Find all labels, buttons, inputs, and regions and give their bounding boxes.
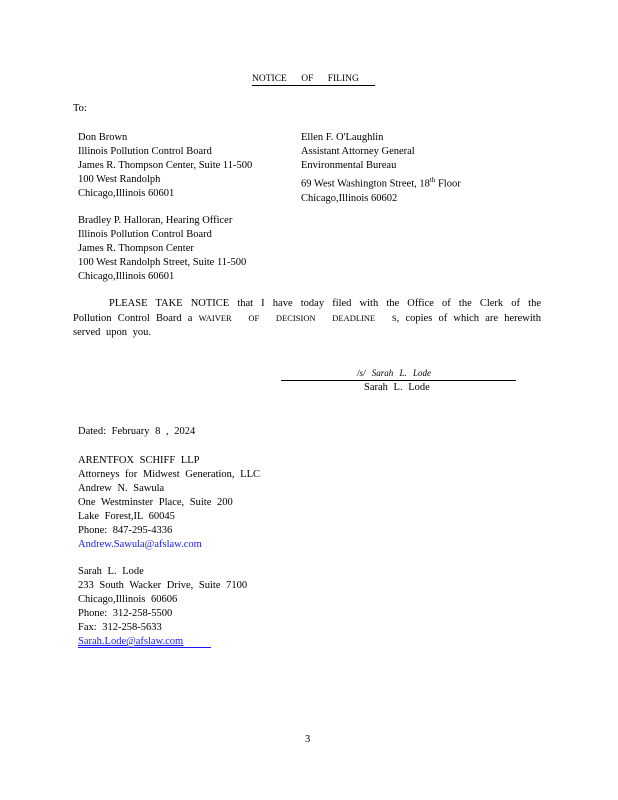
firm-line: Andrew N. Sawula (78, 483, 165, 494)
firm-line: Lake Forest,IL 60045 (78, 511, 175, 522)
floor-suffix: Floor (435, 178, 461, 190)
attorney2-block (78, 565, 247, 649)
address-line: Illinois Pollution Control Board (78, 229, 212, 240)
address-line: Ellen F. O'Laughlin (301, 132, 384, 143)
address-line: Chicago,Illinois 60601 (78, 188, 175, 199)
address-line: 100 West Randolph Street, Suite 11-500 (78, 257, 247, 268)
email-link-sarah-lode[interactable]: Sarah.Lode@afslaw.com (78, 636, 211, 648)
notice-text-part2: , copies of which are herewith served upon you. (73, 313, 541, 338)
address-line: Don Brown (78, 132, 128, 143)
address-line: James R. Thompson Center (78, 243, 194, 254)
recipient-block-ellen-olaughlin (301, 131, 461, 206)
attorney-line: Fax: 312-258-5633 (78, 622, 162, 633)
document-title: NOTICE OF FILING (252, 74, 375, 86)
notice-document-title: WAIVER OF DECISION DEADLINE S (198, 313, 397, 323)
address-line: Assistant Attorney General (301, 146, 415, 157)
address-line: Chicago,Illinois 60601 (78, 271, 175, 282)
address-line: 100 West Randolph (78, 174, 161, 185)
address-line: James R. Thompson Center, Suite 11-500 (78, 160, 253, 171)
address-line: Bradley P. Halloran, Hearing Officer (78, 215, 233, 226)
dated-line: Dated: February 8 , 2024 (78, 426, 196, 437)
recipient-block-don-brown (78, 131, 252, 201)
firm-line: Attorneys for Midwest Generation, LLC (78, 469, 261, 480)
ordinal-superscript: th (429, 176, 436, 184)
address-line: Illinois Pollution Control Board (78, 146, 212, 157)
signature-line (281, 380, 516, 381)
notice-paragraph (73, 297, 541, 340)
signature-name: Sarah L. Lode (364, 382, 430, 393)
firm-line: Phone: 847-295-4336 (78, 525, 173, 536)
address-line: Chicago,Illinois 60602 (301, 192, 398, 204)
attorney-line: Phone: 312-258-5500 (78, 608, 173, 619)
notice-text-part1: PLEASE TAKE NOTICE that I have today filed with the Office of the Clerk of the Pollution Control Board a (73, 298, 541, 324)
recipient-block-bradley-halloran (78, 214, 246, 284)
firm-block (78, 454, 260, 552)
attorney-line: Chicago,Illinois 60606 (78, 594, 178, 605)
electronic-signature: /s/ Sarah L. Lode (357, 368, 432, 378)
attorney-line: Sarah L. Lode (78, 566, 144, 577)
attorney-line: 233 South Wacker Drive, Suite 7100 (78, 580, 248, 591)
firm-line: ARENTFOX SCHIFF LLP (78, 455, 200, 466)
street-text: 69 West Washington Street, 18 (301, 178, 430, 190)
address-line: Environmental Bureau (301, 160, 397, 171)
page-number: 3 (305, 734, 311, 745)
email-link-andrew-sawula[interactable]: Andrew.Sawula@afslaw.com (78, 539, 202, 550)
firm-line: One Westminster Place, Suite 200 (78, 497, 233, 508)
address-line-street (301, 173, 461, 192)
to-label: To: (73, 103, 87, 114)
